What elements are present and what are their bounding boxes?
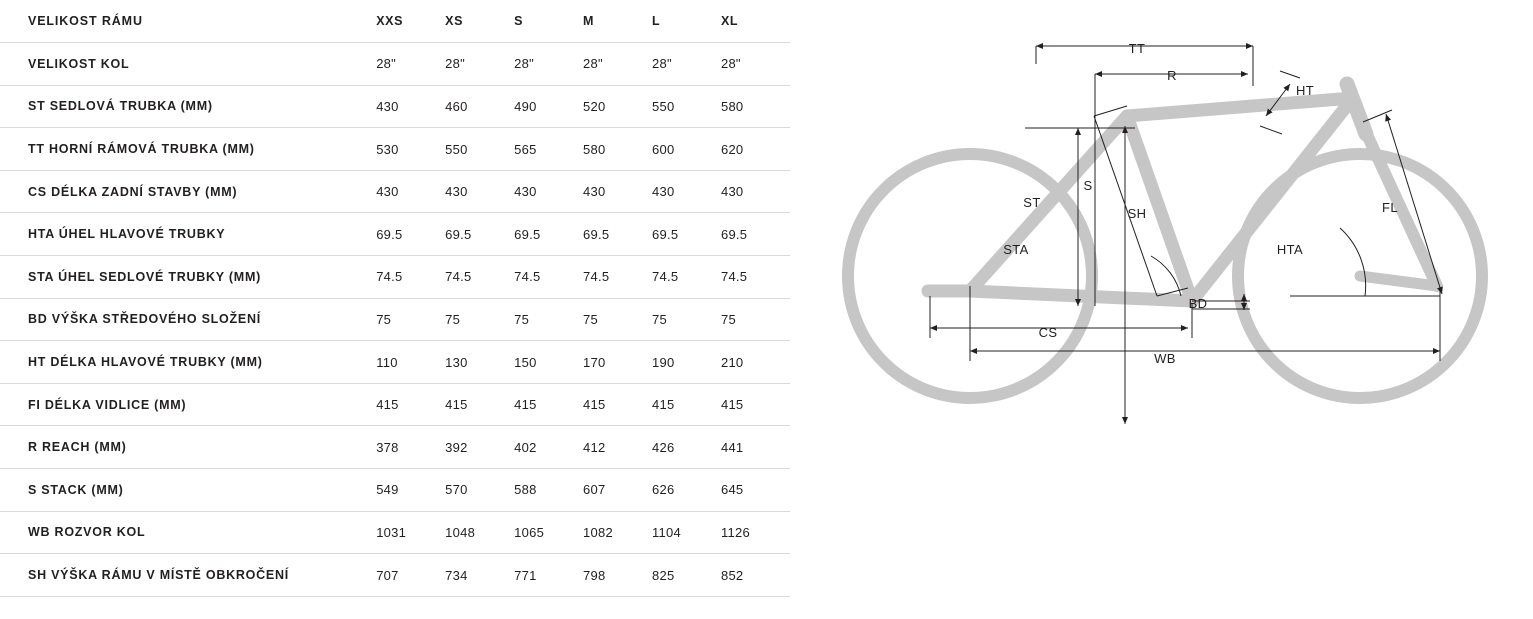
row-value: 110 (376, 341, 445, 384)
table-row (0, 43, 790, 86)
column-header-frame-size: VELIKOST RÁMU (0, 0, 376, 43)
row-value: 771 (514, 554, 583, 597)
row-value: 441 (721, 426, 790, 469)
row-label: HT DÉLKA HLAVOVÉ TRUBKY (MM) (0, 341, 376, 384)
row-label: BD VÝŠKA STŘEDOVÉHO SLOŽENÍ (0, 298, 376, 341)
row-value: 430 (583, 170, 652, 213)
label-tt: TT (1128, 41, 1146, 56)
row-value: 798 (583, 554, 652, 597)
table-row (0, 554, 790, 597)
row-value: 550 (445, 128, 514, 171)
table-row (0, 341, 790, 384)
row-value: 430 (514, 170, 583, 213)
table-row (0, 213, 790, 256)
row-value: 75 (721, 298, 790, 341)
row-value: 490 (514, 85, 583, 128)
row-value: 620 (721, 128, 790, 171)
row-value: 1065 (514, 511, 583, 554)
row-label: FI DÉLKA VIDLICE (MM) (0, 383, 376, 426)
row-value: 1082 (583, 511, 652, 554)
row-value: 415 (721, 383, 790, 426)
row-label: CS DÉLKA ZADNÍ STAVBY (MM) (0, 170, 376, 213)
row-value: 74.5 (445, 256, 514, 299)
table-row (0, 426, 790, 469)
row-label: WB ROZVOR KOL (0, 511, 376, 554)
row-value: 430 (376, 170, 445, 213)
label-ht: HT (1295, 83, 1315, 98)
table-row (0, 170, 790, 213)
label-sta: STA (1003, 242, 1029, 257)
row-value: 75 (514, 298, 583, 341)
row-value: 28" (514, 43, 583, 86)
row-value: 415 (652, 383, 721, 426)
label-r: R (1167, 68, 1177, 83)
row-value: 28" (376, 43, 445, 86)
row-value: 74.5 (376, 256, 445, 299)
table-head (0, 0, 790, 43)
row-value: 570 (445, 469, 514, 512)
row-value: 588 (514, 469, 583, 512)
column-header-size-l: L (652, 0, 721, 43)
row-label: ST SEDLOVÁ TRUBKA (MM) (0, 85, 376, 128)
row-value: 392 (445, 426, 514, 469)
row-value: 75 (652, 298, 721, 341)
row-value: 852 (721, 554, 790, 597)
row-label: STA ÚHEL SEDLOVÉ TRUBKY (MM) (0, 256, 376, 299)
geometry-table (0, 0, 790, 597)
row-value: 412 (583, 426, 652, 469)
column-header-size-m: M (583, 0, 652, 43)
label-wb: WB (1154, 351, 1176, 366)
row-value: 69.5 (721, 213, 790, 256)
row-value: 190 (652, 341, 721, 384)
row-value: 28" (445, 43, 514, 86)
row-value: 580 (583, 128, 652, 171)
table-row (0, 128, 790, 171)
row-value: 520 (583, 85, 652, 128)
row-value: 415 (514, 383, 583, 426)
table-header-row (0, 0, 790, 43)
table-row (0, 256, 790, 299)
row-value: 1126 (721, 511, 790, 554)
row-value: 69.5 (514, 213, 583, 256)
label-s: S (1083, 178, 1093, 193)
row-value: 580 (721, 85, 790, 128)
row-value: 734 (445, 554, 514, 597)
label-fl: FL (1382, 200, 1398, 215)
fork (1363, 126, 1437, 286)
row-value: 460 (445, 85, 514, 128)
row-value: 565 (514, 128, 583, 171)
row-value: 1031 (376, 511, 445, 554)
row-value: 130 (445, 341, 514, 384)
row-label: SH VÝŠKA RÁMU V MÍSTĚ OBKROČENÍ (0, 554, 376, 597)
table-row (0, 469, 790, 512)
dim-arc-hta (1340, 228, 1366, 296)
row-value: 69.5 (583, 213, 652, 256)
row-value: 415 (583, 383, 652, 426)
column-header-size-xl: XL (721, 0, 790, 43)
row-value: 600 (652, 128, 721, 171)
row-label: TT HORNÍ RÁMOVÁ TRUBKA (MM) (0, 128, 376, 171)
table-row (0, 85, 790, 128)
column-header-size-xxs: XXS (376, 0, 445, 43)
row-value: 430 (652, 170, 721, 213)
row-value: 430 (376, 85, 445, 128)
row-value: 75 (376, 298, 445, 341)
row-value: 707 (376, 554, 445, 597)
row-value: 74.5 (514, 256, 583, 299)
row-value: 150 (514, 341, 583, 384)
row-value: 69.5 (652, 213, 721, 256)
top-tube (1127, 98, 1353, 116)
label-st: ST (1023, 195, 1041, 210)
row-value: 1048 (445, 511, 514, 554)
table-row (0, 298, 790, 341)
table-row (0, 511, 790, 554)
label-sh: SH (1127, 206, 1147, 221)
row-value: 75 (445, 298, 514, 341)
row-value: 210 (721, 341, 790, 384)
row-value: 415 (376, 383, 445, 426)
row-value: 626 (652, 469, 721, 512)
row-value: 549 (376, 469, 445, 512)
dim-ext-ht-lower (1260, 126, 1282, 134)
row-value: 170 (583, 341, 652, 384)
column-header-size-s: S (514, 0, 583, 43)
label-bd: BD (1188, 296, 1208, 311)
row-value: 74.5 (652, 256, 721, 299)
row-label: R REACH (MM) (0, 426, 376, 469)
bike-geometry-diagram (820, 6, 1530, 476)
row-label: HTA ÚHEL HLAVOVÉ TRUBKY (0, 213, 376, 256)
row-value: 1104 (652, 511, 721, 554)
down-tube (1192, 98, 1353, 301)
row-label: S STACK (MM) (0, 469, 376, 512)
row-value: 74.5 (583, 256, 652, 299)
label-hta: HTA (1276, 242, 1304, 257)
table-row (0, 383, 790, 426)
row-value: 28" (583, 43, 652, 86)
table-body (0, 43, 790, 597)
column-header-size-xs: XS (445, 0, 514, 43)
row-value: 426 (652, 426, 721, 469)
row-value: 530 (376, 128, 445, 171)
row-value: 69.5 (376, 213, 445, 256)
row-value: 607 (583, 469, 652, 512)
row-value: 378 (376, 426, 445, 469)
row-value: 75 (583, 298, 652, 341)
row-value: 415 (445, 383, 514, 426)
row-value: 69.5 (445, 213, 514, 256)
dim-ext-ht-upper (1280, 71, 1300, 78)
row-value: 28" (652, 43, 721, 86)
front-dropout (1360, 276, 1437, 286)
row-label: VELIKOST KOL (0, 43, 376, 86)
row-value: 28" (721, 43, 790, 86)
row-value: 825 (652, 554, 721, 597)
row-value: 402 (514, 426, 583, 469)
row-value: 550 (652, 85, 721, 128)
row-value: 74.5 (721, 256, 790, 299)
dimension-lines (930, 46, 1442, 424)
row-value: 645 (721, 469, 790, 512)
row-value: 430 (445, 170, 514, 213)
label-cs: CS (1038, 325, 1058, 340)
row-value: 430 (721, 170, 790, 213)
